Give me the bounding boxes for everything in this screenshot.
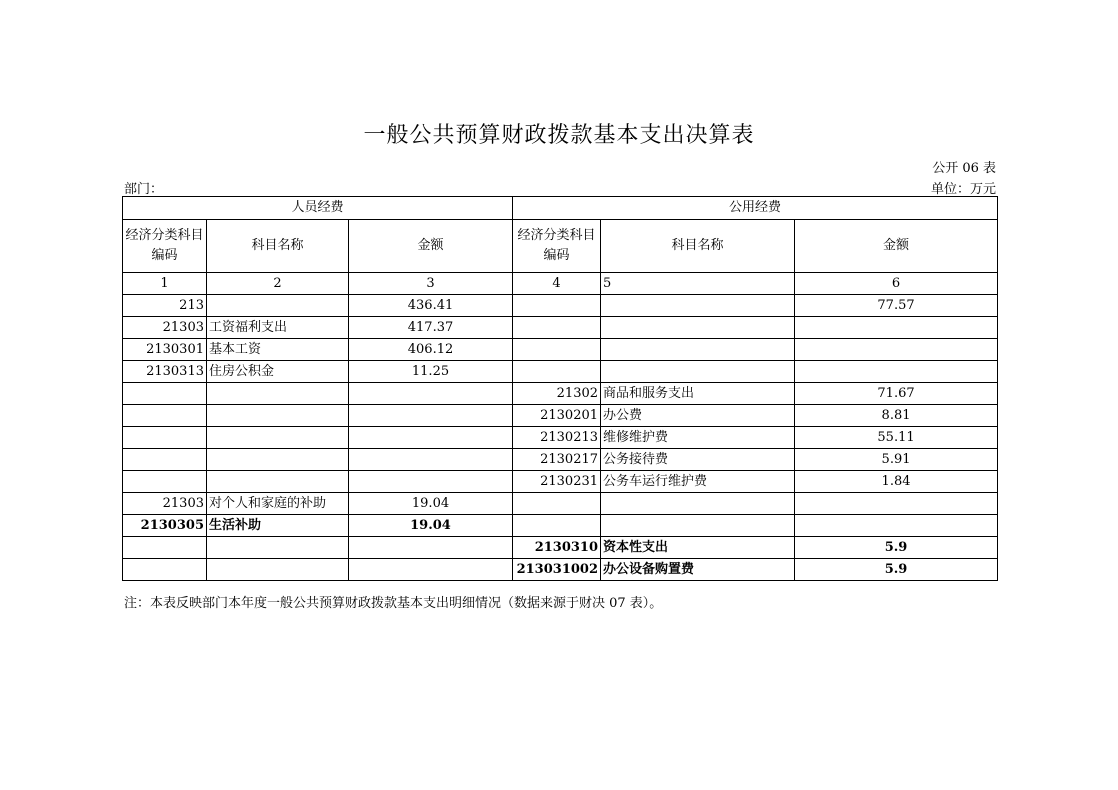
right-amount-cell: 55.11 xyxy=(795,427,998,449)
right-amount-cell xyxy=(795,317,998,339)
left-amount-cell xyxy=(349,405,513,427)
left-amount-cell xyxy=(349,471,513,493)
left-code-cell xyxy=(123,537,207,559)
right-amount-cell xyxy=(795,493,998,515)
right-name-cell xyxy=(601,515,795,537)
header-right-code: 经济分类科目编码 xyxy=(513,220,601,273)
right-name-cell: 公务车运行维护费 xyxy=(601,471,795,493)
right-amount-cell: 1.84 xyxy=(795,471,998,493)
form-number: 公开 06 表 xyxy=(932,161,996,176)
right-amount-cell xyxy=(795,339,998,361)
right-code-cell: 2130213 xyxy=(513,427,601,449)
left-name-cell xyxy=(207,471,349,493)
left-amount-cell xyxy=(349,449,513,471)
right-code-cell xyxy=(513,339,601,361)
table-row xyxy=(123,383,998,405)
left-amount-cell: 417.37 xyxy=(349,317,513,339)
left-amount-cell xyxy=(349,559,513,581)
col-index-2: 2 xyxy=(207,273,349,295)
header-right-name: 科目名称 xyxy=(601,220,795,273)
left-code-cell xyxy=(123,427,207,449)
right-code-cell: 2130201 xyxy=(513,405,601,427)
left-code-cell xyxy=(123,383,207,405)
table-row xyxy=(123,471,998,493)
col-index-1: 1 xyxy=(123,273,207,295)
left-amount-cell xyxy=(349,383,513,405)
expenditure-table xyxy=(122,196,998,581)
left-amount-cell: 436.41 xyxy=(349,295,513,317)
left-name-cell: 基本工资 xyxy=(207,339,349,361)
right-amount-cell: 5.9 xyxy=(795,537,998,559)
right-amount-cell xyxy=(795,515,998,537)
right-code-cell xyxy=(513,317,601,339)
left-name-cell xyxy=(207,559,349,581)
left-code-cell: 2130301 xyxy=(123,339,207,361)
left-code-cell: 21303 xyxy=(123,493,207,515)
department-label: 部门： xyxy=(124,182,164,197)
table-row xyxy=(123,493,998,515)
left-code-cell xyxy=(123,405,207,427)
left-amount-cell: 11.25 xyxy=(349,361,513,383)
table-row xyxy=(123,537,998,559)
right-name-cell: 办公费 xyxy=(601,405,795,427)
table-row xyxy=(123,295,998,317)
right-name-cell: 资本性支出 xyxy=(601,537,795,559)
right-code-cell: 2130310 xyxy=(513,537,601,559)
table-row xyxy=(123,515,998,537)
left-name-cell: 生活补助 xyxy=(207,515,349,537)
right-name-cell xyxy=(601,361,795,383)
page-title: 一般公共预算财政拨款基本支出决算表 xyxy=(363,123,755,148)
table-row xyxy=(123,339,998,361)
right-code-cell xyxy=(513,515,601,537)
left-code-cell: 21303 xyxy=(123,317,207,339)
right-amount-cell: 77.57 xyxy=(795,295,998,317)
group-public: 公用经费 xyxy=(513,197,998,220)
left-name-cell xyxy=(207,449,349,471)
table-row xyxy=(123,405,998,427)
table-row xyxy=(123,427,998,449)
column-index-row xyxy=(123,273,998,295)
footnote: 注：本表反映部门本年度一般公共预算财政拨款基本支出明细情况（数据来源于财决 07 表）。 xyxy=(124,596,663,611)
unit-label: 单位：万元 xyxy=(930,182,996,197)
left-name-cell: 对个人和家庭的补助 xyxy=(207,493,349,515)
right-amount-cell: 5.91 xyxy=(795,449,998,471)
right-name-cell: 商品和服务支出 xyxy=(601,383,795,405)
table-row xyxy=(123,361,998,383)
right-code-cell: 2130217 xyxy=(513,449,601,471)
left-amount-cell: 19.04 xyxy=(349,493,513,515)
col-index-4: 4 xyxy=(513,273,601,295)
right-code-cell xyxy=(513,295,601,317)
right-name-cell xyxy=(601,493,795,515)
left-amount-cell: 19.04 xyxy=(349,515,513,537)
header-right-amount: 金额 xyxy=(795,220,998,273)
left-name-cell xyxy=(207,405,349,427)
left-code-cell: 2130305 xyxy=(123,515,207,537)
right-name-cell xyxy=(601,339,795,361)
left-amount-cell xyxy=(349,537,513,559)
header-left-amount: 金额 xyxy=(349,220,513,273)
table-row xyxy=(123,317,998,339)
col-index-5: 5 xyxy=(601,273,795,295)
right-code-cell: 21302 xyxy=(513,383,601,405)
right-code-cell: 2130231 xyxy=(513,471,601,493)
left-code-cell xyxy=(123,471,207,493)
right-amount-cell: 8.81 xyxy=(795,405,998,427)
right-amount-cell: 71.67 xyxy=(795,383,998,405)
header-left-name: 科目名称 xyxy=(207,220,349,273)
right-code-cell xyxy=(513,493,601,515)
left-code-cell: 213 xyxy=(123,295,207,317)
left-name-cell xyxy=(207,383,349,405)
left-name-cell xyxy=(207,537,349,559)
right-code-cell: 213031002 xyxy=(513,559,601,581)
left-name-cell xyxy=(207,295,349,317)
table-row xyxy=(123,449,998,471)
right-name-cell: 维修维护费 xyxy=(601,427,795,449)
col-index-3: 3 xyxy=(349,273,513,295)
left-name-cell: 住房公积金 xyxy=(207,361,349,383)
right-amount-cell xyxy=(795,361,998,383)
left-amount-cell xyxy=(349,427,513,449)
right-name-cell: 办公设备购置费 xyxy=(601,559,795,581)
left-code-cell: 2130313 xyxy=(123,361,207,383)
right-code-cell xyxy=(513,361,601,383)
table-row xyxy=(123,559,998,581)
right-name-cell xyxy=(601,295,795,317)
col-index-6: 6 xyxy=(795,273,998,295)
left-amount-cell: 406.12 xyxy=(349,339,513,361)
left-name-cell: 工资福利支出 xyxy=(207,317,349,339)
column-header-row xyxy=(123,220,998,273)
left-code-cell xyxy=(123,449,207,471)
left-name-cell xyxy=(207,427,349,449)
group-personnel: 人员经费 xyxy=(123,197,513,220)
right-name-cell xyxy=(601,317,795,339)
group-header-row xyxy=(123,197,998,220)
left-code-cell xyxy=(123,559,207,581)
right-amount-cell: 5.9 xyxy=(795,559,998,581)
header-left-code: 经济分类科目编码 xyxy=(123,220,207,273)
right-name-cell: 公务接待费 xyxy=(601,449,795,471)
